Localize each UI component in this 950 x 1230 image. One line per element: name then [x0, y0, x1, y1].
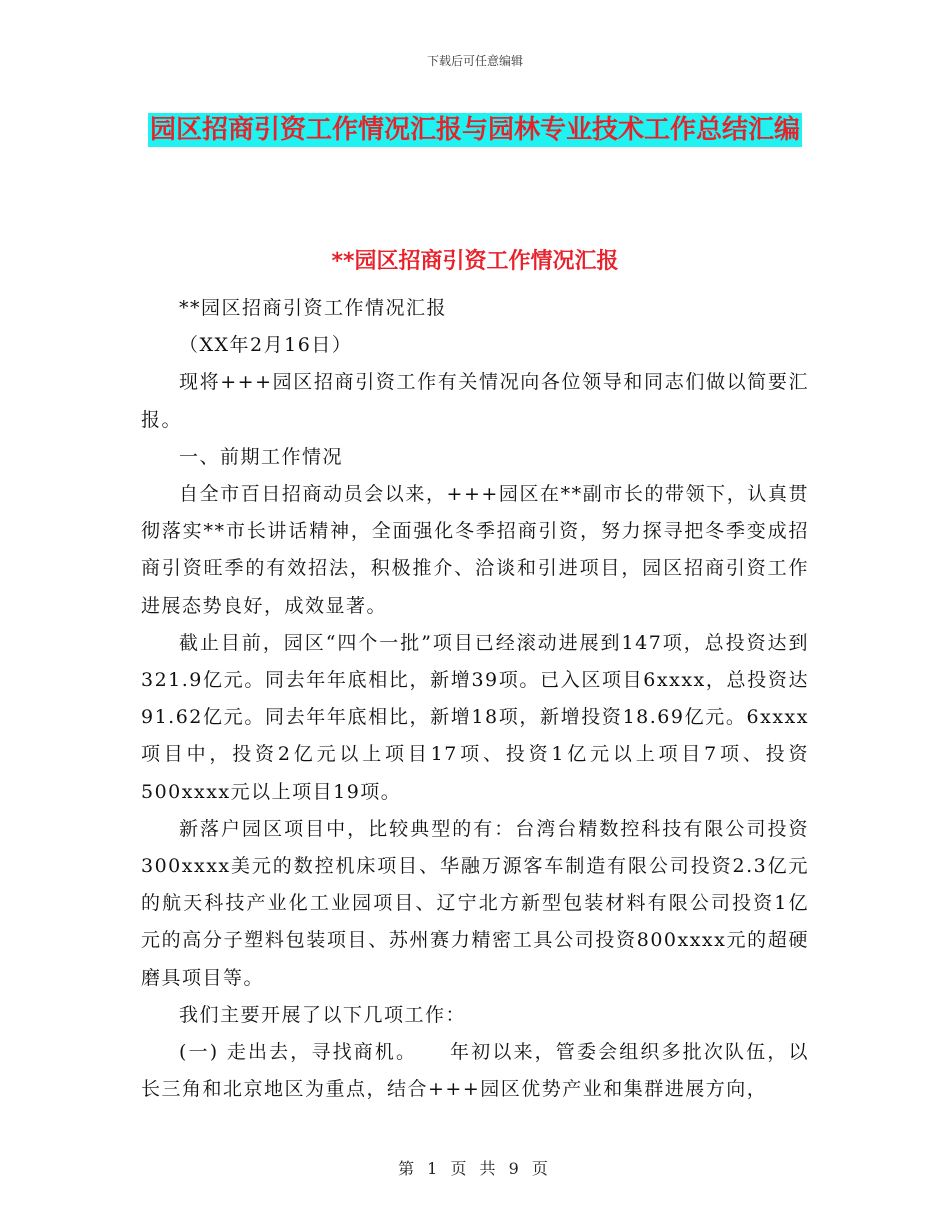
- page-header-note: 下载后可任意编辑: [426, 54, 523, 68]
- document-body: [141, 290, 809, 1108]
- paragraph-body: 自全市百日招商动员会以来，+++园区在**副市长的带领下，认真贯彻落实**市长讲话精神，全面强化冬季招商引资，努力探寻把冬季变成招商引资旺季的有效招法，积极推介、洽谈和引进项目，园区招商引资工作进展态势良好，成效显著。: [141, 483, 809, 617]
- paragraph-body: 截止目前，园区“四个一批”项目已经滚动进展到147项，总投资达到321.9亿元。同去年年底相比，新增39项。已入区项目6xxxx，总投资达91.62亿元。同去年年底相比，新增18项，新增投资18.69亿元。6xxxx项目中，投资2亿元以上项目17项、投资1亿元以上项目7项、投资500xxxx元以上项目19项。: [141, 631, 809, 803]
- paragraph-body: (一) 走出去，寻找商机。 年初以来，管委会组织多批次队伍，以长三角和北京地区为重点，结合+++园区优势产业和集群进展方向，: [141, 1041, 809, 1101]
- page-footer: 第 1 页 共 9 页: [398, 1159, 552, 1178]
- paragraph-subheading: 一、前期工作情况: [179, 445, 344, 468]
- document-title: [140, 108, 810, 152]
- document-title-text: 园区招商引资工作情况汇报与园林专业技术工作总结汇编: [149, 115, 800, 145]
- paragraph-body: 我们主要开展了以下几项工作：: [179, 1003, 467, 1026]
- paragraph-intro: 现将+++园区招商引资工作有关情况向各位领导和同志们做以简要汇报。: [141, 371, 809, 431]
- paragraph-date: （XX年2月16日）: [179, 334, 353, 357]
- paragraph-heading: **园区招商引资工作情况汇报: [179, 297, 448, 319]
- paragraph-body: 新落户园区项目中，比较典型的有：台湾台精数控科技有限公司投资300xxxx美元的数控机床项目、华融万源客车制造有限公司投资2.3亿元的航天科技产业化工业园项目、辽宁北方新型包装材料有限公司投资1亿元的高分子塑料包装项目、苏州赛力精密工具公司投资800xxxx元的超硬磨具项目等。: [141, 817, 809, 989]
- section-title: **园区招商引资工作情况汇报: [331, 249, 619, 274]
